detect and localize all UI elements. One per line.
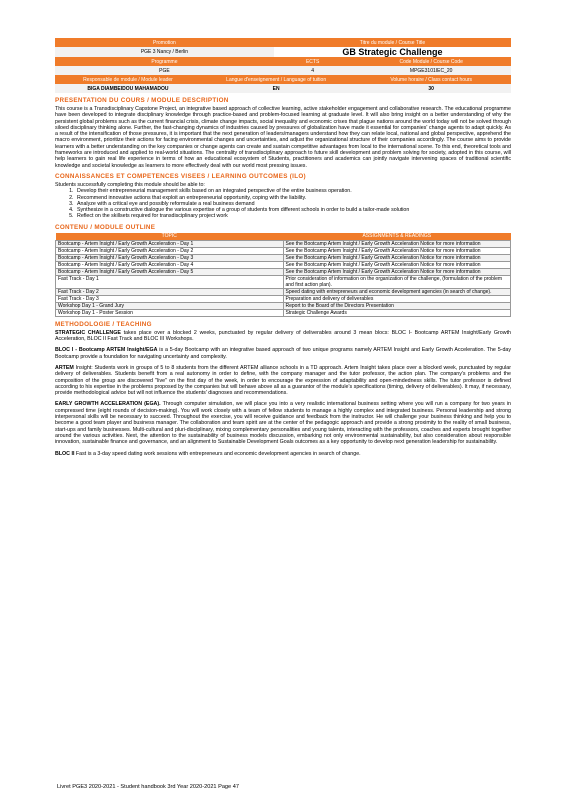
paragraph-text: takes place over a blocked 2 weeks, punctuated by regular delivery of deliverables around 3 mean blocs: BLOC I- Bootcamp ARTEM Insight/Early Growth Acceleration, BLOC II Fast Track and BLOC III Workshops. (55, 329, 511, 343)
competences-intro: Students successfully completing this module should be able to: (55, 181, 205, 188)
topic-cell: Fast Track - Day 3 (56, 295, 284, 302)
ects-label: ECTS (274, 57, 352, 66)
learning-outcomes-list (55, 188, 511, 219)
list-item: 1. Develop their entrepreneurial management skills based on an integrated perspective of the entire business operation. (75, 188, 511, 194)
table-row (56, 247, 511, 254)
methodology-body (55, 330, 511, 457)
paragraph-lead: BLOC II (55, 450, 75, 457)
title-label: Titre du module / Course Title (274, 38, 511, 47)
assignment-cell: Preparation and delivery of deliverables (283, 295, 511, 302)
paragraph-text: Fast is a 3-day speed dating work sessions with entrepreneurs and economic development agencies in search of change. (74, 450, 361, 457)
list-item: 5. Reflect on the skillsets required for transdisciplinary project work (75, 213, 511, 219)
assignment-cell: See the Bootcamp Artem Insight / Early Growth Acceleration Notice for more information (283, 261, 511, 268)
presentation-text: This course is a Transdisciplinary Capstone Project, an integrative based approach of collective learning, active stakeholder engagement and collaborative research. The educational programme have been developed to integrate disciplinary knowledge through practice-based and problem-focused learning at graduate level. It will also bring insight on a better understanding of why the persistent global problems such as the current financial crisis, climate change impacts, social inequality and economic crises that plague nations around the world today will not be solved through siloed disciplinary thinking alone. Further, the fast-changing dynamics of industries caused by pressures of globalization have made it essential for companies' change agents to adapt quickly. As a result of the intensification of those pressures, it is important that the next generation of leaders/managers understand how they can relate local, national and global perspective, apprehend the macro environment, prioritize their actions for facing environmental changes and uncertainties, and adjust the organizational structure of their companies accordingly. The course aims to provide learners with a better understanding on the key companies or change agents can create and sustain competitive advantages from local to the international scene. To this end, theoretical tools and frameworks are introduced and applied to real-world situations. The centrality of transdisciplinary approach to future skill development and problem solving for society, adopted in this course, will help learners to gain real life experience in terms of how an educational ecosystem of Students, practitioners and academics can jointly navigate intervening spaces of traditional scientific knowledge and societal knowledge as learners to more effectively deal with our world most pressing issues. (55, 106, 511, 169)
methodology-paragraph (55, 347, 511, 360)
responsable-label: Responsable de module / Module leader (55, 75, 201, 84)
table-row (56, 302, 511, 309)
code-label: Code Module / Course Code (351, 57, 511, 66)
assignment-cell: Strategic Challenge Awards (283, 309, 511, 316)
list-item: 2. Recommend innovative actions that exploit an entrepreneurial opportunity, coping with the liability. (75, 195, 511, 201)
topic-cell: Bootcamp - Artem Insight / Early Growth Acceleration - Day 5 (56, 268, 284, 275)
ects-value: 4 (274, 66, 352, 75)
table-row (56, 275, 511, 288)
methodology-paragraph (55, 330, 511, 343)
topic-column-header: TOPIC (56, 233, 284, 241)
course-leader-table (55, 75, 511, 93)
table-row (56, 309, 511, 316)
table-row (56, 268, 511, 275)
responsable-value: BIGA DIAMBEIDOU MAHAMADOU (55, 84, 201, 93)
paragraph-lead: STRATEGIC CHALLENGE (55, 329, 121, 336)
presentation-heading: PRESENTATION DU COURS / MODULE DESCRIPTION (55, 97, 229, 104)
outline-heading: CONTENU / MODULE OUTLINE (55, 223, 156, 231)
topic-cell: Fast Track - Day 1 (56, 275, 284, 288)
promotion-label: Promotion (55, 38, 274, 47)
assignments-column-header: ASSIGNMENTS & READINGS (283, 233, 511, 241)
course-title: GB Strategic Challenge (274, 47, 511, 57)
assignment-cell: See the Bootcamp Artem Insight / Early Growth Acceleration Notice for more information (283, 268, 511, 275)
methodology-paragraph (55, 401, 511, 445)
paragraph-lead: EARLY GROWTH ACCELERATION (EGA). (55, 401, 161, 408)
code-value: MPGE3101IEC_20 (351, 66, 511, 75)
assignment-cell: Prior consideration of information on the organization of the challenge, (formulation of the problem and first action plan). (283, 275, 511, 288)
list-item: 3. Analyze with a critical eye and possibly reformulate a real business demand (75, 201, 511, 207)
assignment-cell: See the Bootcamp Artem Insight / Early Growth Acceleration Notice for more information (283, 247, 511, 254)
topic-cell: Workshop Day 1 - Poster Session (56, 309, 284, 316)
outline-table (55, 233, 511, 317)
table-row (56, 288, 511, 295)
topic-cell: Workshop Day 1 - Grand Jury (56, 302, 284, 309)
course-header-table (55, 38, 511, 57)
methodology-heading: METHODOLOGIE / TEACHING (55, 320, 152, 328)
table-row (56, 261, 511, 268)
paragraph-text: Insight: Students work in groups of 5 to 8 students from the different ARTEM alliance schools in a TD approach. Artem Insight takes place over a blocked week, punctuated by regular delivery of deliverables. Students benefit from a real autonomy in order to define, with the company manager and the tutor professor, the action plan. The company's problems and the composition of the group are discovered "live" on the first day of the week, in order to encourage the expression of adaptability and open-mindedness skills. The tutor professor is defined according to his expertise in the problems proposed by the companies but will behave above all as a guarantor of the module's specifications (timing, delivery of deliverables). It may, if necessary, provide methodological advice but will not influence the students' diagnoses and recommendations. (55, 364, 511, 397)
table-row (56, 295, 511, 302)
assignment-cell: Report to the Board of the Directors Presentation (283, 302, 511, 309)
topic-cell: Bootcamp - Artem Insight / Early Growth Acceleration - Day 2 (56, 247, 284, 254)
assignment-cell: See the Bootcamp Artem Insight / Early Growth Acceleration Notice for more information (283, 254, 511, 261)
promotion-value: PGE 3 Nancy / Berlin (55, 47, 274, 57)
page (55, 38, 511, 462)
topic-cell: Bootcamp - Artem Insight / Early Growth Acceleration - Day 3 (56, 254, 284, 261)
topic-cell: Fast Track - Day 2 (56, 288, 284, 295)
volume-value: 30 (351, 84, 511, 93)
methodology-paragraph (55, 365, 511, 396)
topic-cell: Bootcamp - Artem Insight / Early Growth Acceleration - Day 1 (56, 240, 284, 247)
table-row (56, 254, 511, 261)
table-row (56, 240, 511, 247)
volume-label: Volume horaire / Class contact hours (351, 75, 511, 84)
paragraph-lead: BLOC I - Bootcamp ARTEM Insight/EGA (55, 347, 158, 354)
programme-label: Programme (55, 57, 274, 66)
paragraph-text: Through computer simulation, we will place you into a very realistic international business setting where you will run a company for two years in compressed time (eight rounds of decision-making). You will work closely with a team of fellow students to manage a highly complex and integrated business. Personal leadership and strong interpersonal skills will be necessary to succeed. Throughout the exercise, you will receive guidance and feedback from the instructor. He will challenge your business thinking and help you to become a good team player and business manager. The collaboration and team spirit are at the center of the pedagogic approach and provide a strong proximity to the reality of small business, start-ups and family businesses. Multi-cultural and pluri-disciplinary, mixing complementary personalities and young talents, interacting with the professors, coaches and experts brought together around the various activities. Next, the attention to the sustainability of business models discussion, embarking not only environmental sustainability, but also consideration about responsible innovation, sustainable finance and governance, and an alignment to Sustainable Development Goals outcomes as a key opportunity to develop next generation leadership for sustainability. (55, 401, 511, 446)
competences-heading: CONNAISSANCES ET COMPETENCES VISEES / LEARNING OUTCOMES (ILO) (55, 172, 306, 180)
methodology-paragraph (55, 451, 511, 457)
paragraph-text: is a 5-day Bootcamp with an integrative based approach of two unique programs namely ARTEM Insight and Early Growth Acceleration. The 5-day Bootcamp provide a foundation for navigating uncertainty and complexity. (55, 347, 511, 360)
page-footer: Livret PGE3 2020-2021 - Student handbook 3rd Year 2020-2021 Page 47 (57, 784, 239, 790)
assignment-cell: Speed dating with entrepreneurs and economic development agencies (in search of change). (283, 288, 511, 295)
paragraph-lead: ARTEM (55, 364, 74, 371)
langue-value: EN (201, 84, 351, 93)
assignment-cell: See the Bootcamp Artem Insight / Early Growth Acceleration Notice for more information (283, 240, 511, 247)
list-item: 4. Synthesize in a constructive dialogue the various expertise of a group of students from different schools in order to build a tailor-made solution (75, 207, 511, 213)
programme-value: PGE (55, 66, 274, 75)
langue-label: Langue d'enseignement / Language of tuition (201, 75, 351, 84)
course-meta-table (55, 57, 511, 75)
topic-cell: Bootcamp - Artem Insight / Early Growth Acceleration - Day 4 (56, 261, 284, 268)
